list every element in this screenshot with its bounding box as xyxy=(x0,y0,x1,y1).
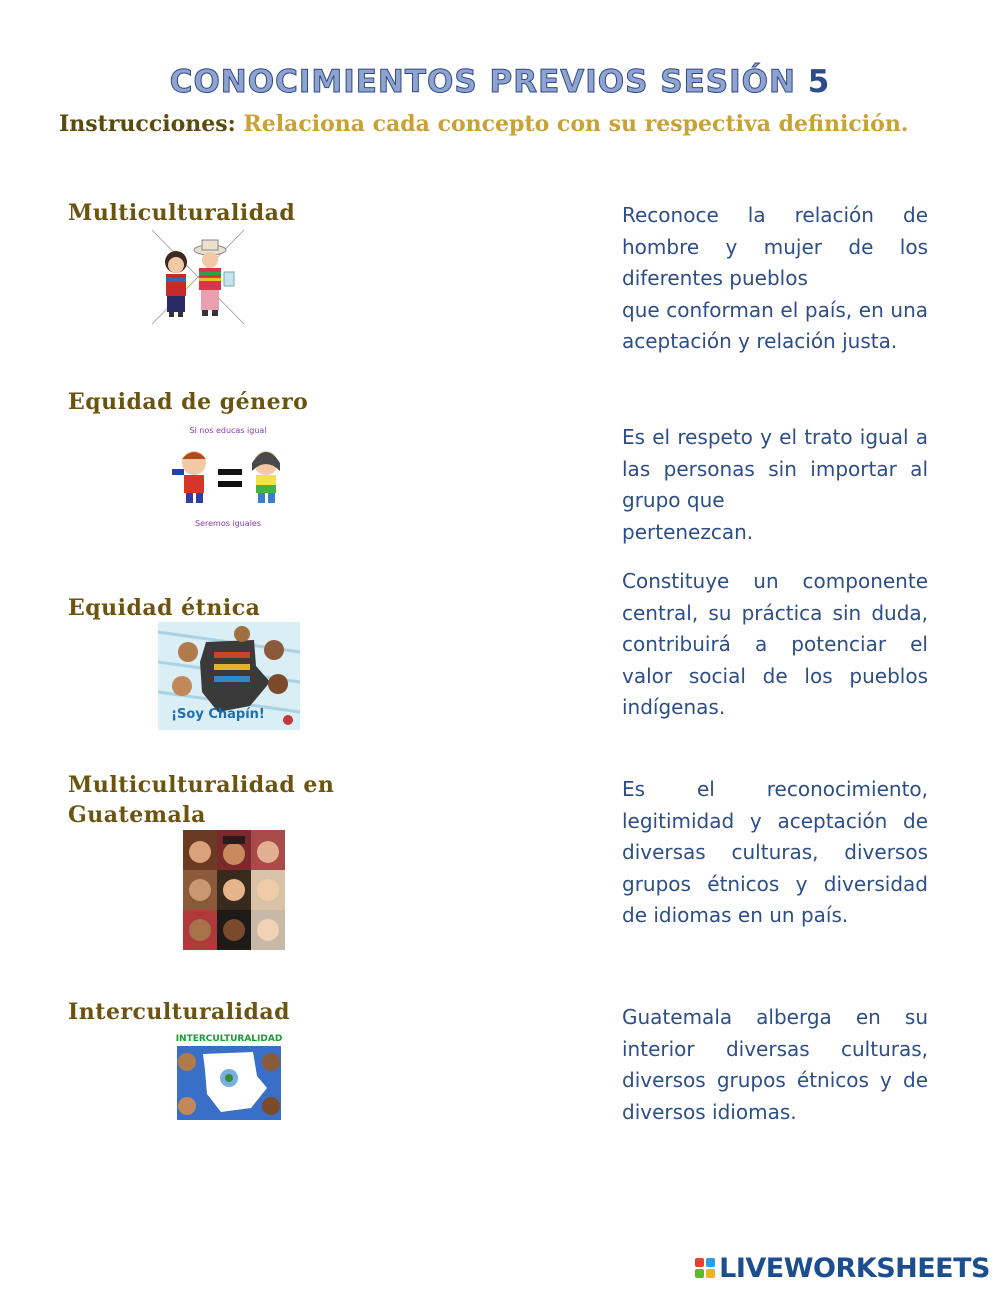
image-caption: INTERCULTURALIDAD xyxy=(175,1034,283,1044)
definition-line: que conforman el país, en una aceptación y relación justa. xyxy=(622,297,928,353)
image-caption: ¡Soy Chapín! xyxy=(171,707,265,722)
definition-5 xyxy=(622,1002,928,1128)
definition-line: pertenezcan. xyxy=(622,519,754,544)
definition-1 xyxy=(622,200,928,358)
definition-4 xyxy=(622,774,928,932)
concept-equidad-etnica: Equidad étnica xyxy=(68,595,261,621)
definition-3 xyxy=(622,566,928,724)
title-number: 5 xyxy=(807,64,831,100)
definition-line: Es el respeto y el trato igual a las personas sin importar al grupo que xyxy=(622,425,928,512)
equal-sign-illustration xyxy=(160,423,300,529)
liveworksheets-logo xyxy=(695,1251,990,1285)
instructions xyxy=(59,110,939,139)
concept-interculturalidad: Interculturalidad xyxy=(68,999,291,1025)
interculturalidad-poster xyxy=(167,1032,291,1124)
definition-line: Es el reconocimiento, legitimidad y aceptación de diversas culturas, diversos grupos étnicos y diversidad de idiomas en un país. xyxy=(622,777,928,927)
image-caption-bottom: Seremos iguales xyxy=(194,519,262,528)
image-caption-top: Si nos educas igual xyxy=(189,426,267,435)
concept-equidad-de-genero: Equidad de género xyxy=(68,389,309,415)
guatemala-map-illustration xyxy=(158,622,300,730)
concept-label-line1: Multiculturalidad en xyxy=(68,772,335,798)
instructions-label: Instrucciones: xyxy=(59,111,236,137)
concept-multiculturalidad: Multiculturalidad xyxy=(68,200,296,226)
definition-line: Reconoce la relación de hombre y mujer de los diferentes pueblos xyxy=(622,203,928,290)
definition-2 xyxy=(622,422,928,548)
liveworksheets-logo-icon xyxy=(695,1258,715,1278)
brand-name: LIVEWORKSHEETS xyxy=(719,1252,990,1284)
worksheet-title xyxy=(0,64,1000,100)
instructions-text: Relaciona cada concepto con su respectiva definición. xyxy=(243,111,909,137)
title-text: CONOCIMIENTOS PREVIOS SESIÓN xyxy=(169,64,796,100)
definition-line: Constituye un componente central, su práctica sin duda, contribuirá a potenciar el valor social de los pueblos indígenas. xyxy=(622,569,928,719)
faces-collage xyxy=(183,830,285,950)
concept-label-line2: Guatemala xyxy=(68,802,206,828)
children-illustration xyxy=(150,228,246,328)
concept-multiculturalidad-en-guatemala xyxy=(68,770,334,830)
definition-line: Guatemala alberga en su interior diversas culturas, diversos grupos étnicos y de diversos idiomas. xyxy=(622,1005,928,1124)
